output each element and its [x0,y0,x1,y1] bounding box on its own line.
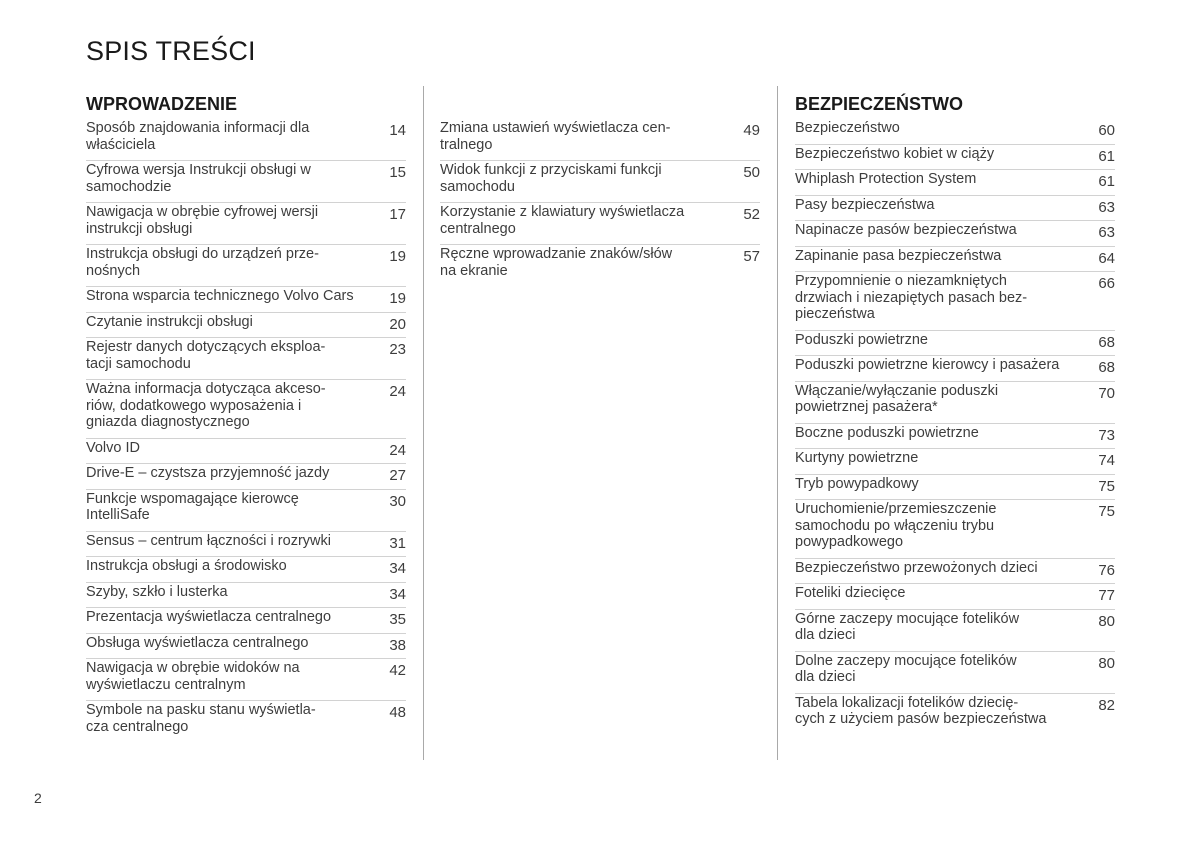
toc-entry-page-number: 50 [743,164,760,181]
toc-entry-page-number: 68 [1098,333,1115,351]
toc-entry-page-number: 75 [1098,503,1115,520]
toc-entry-page-number: 42 [389,662,406,679]
toc-entry[interactable] [86,463,406,489]
toc-entry[interactable] [795,693,1115,735]
toc-entry-page-number: 23 [389,341,406,358]
toc-entry-title: Prezentacja wyświetlacza centralnego [86,609,332,625]
toc-entry-title: Bezpieczeństwo kobiet w ciąży [795,145,995,162]
toc-entry-title: Instrukcja obsługi a środowisko [86,558,287,574]
toc-list [86,119,406,742]
toc-entry[interactable] [86,244,406,286]
toc-entry-title: Szyby, szkło i lusterka [86,583,228,600]
toc-entry[interactable] [440,202,760,244]
toc-entry-page-number: 19 [389,290,406,307]
toc-entry-title: Rejestr danych dotyczących eksploa- tacji samochodu [86,339,326,372]
toc-entry[interactable] [795,119,1115,144]
toc-entry-page-number: 63 [1098,198,1115,216]
toc-entry-title: Poduszki powietrzne [795,331,928,348]
toc-entry-page-number: 49 [743,122,760,139]
toc-list [440,86,760,286]
toc-entry[interactable] [795,355,1115,381]
toc-entry[interactable] [440,160,760,202]
toc-entry-page-number: 60 [1098,122,1115,139]
toc-entry[interactable] [86,531,406,557]
toc-entry[interactable] [86,160,406,202]
toc-entry-title: Sposób znajdowania informacji dla właściciela [86,120,310,153]
toc-entry-page-number: 14 [389,122,406,139]
toc-entry-page-number: 80 [1098,612,1115,630]
toc-entry-title: Dolne zaczepy mocujące fotelików dla dzieci [795,652,1017,685]
toc-entry-title: Nawigacja w obrębie widoków na wyświetlaczu centralnym [86,660,300,693]
toc-entry-title: Zapinanie pasa bezpieczeństwa [795,247,1002,264]
toc-entry-title: Funkcje wspomagające kierowcę IntelliSafe [86,490,299,523]
toc-list [795,119,1115,735]
toc-entry-page-number: 27 [389,467,406,484]
toc-entry[interactable] [86,286,406,312]
toc-entry-title: Górne zaczepy mocujące fotelików dla dzieci [795,610,1020,643]
toc-entry-title: Strona wsparcia technicznego Volvo Cars [86,288,354,304]
toc-entry-title: Kurtyny powietrzne [795,450,919,466]
toc-entry[interactable] [795,220,1115,246]
toc-entry[interactable] [795,583,1115,609]
toc-entry-title: Whiplash Protection System [795,171,977,187]
toc-entry-page-number: 74 [1098,452,1115,469]
toc-entry-page-number: 64 [1098,249,1115,267]
toc-entry-page-number: 68 [1098,359,1115,376]
toc-entry[interactable] [795,330,1115,356]
toc-entry[interactable] [86,337,406,379]
page-number: 2 [34,790,42,806]
toc-entry-page-number: 61 [1098,147,1115,165]
toc-entry[interactable] [86,658,406,700]
toc-entry[interactable] [86,489,406,531]
toc-entry-page-number: 30 [389,492,406,510]
toc-entry-page-number: 77 [1098,587,1115,604]
toc-entry-title: Ważna informacja dotycząca akceso- riów, dodatkowego wyposażenia i gniazda diagnostycznego [86,381,326,430]
toc-column-continued [440,86,760,761]
toc-entry[interactable] [440,244,760,286]
toc-entry[interactable] [795,169,1115,195]
toc-entry[interactable] [86,556,406,582]
toc-entry-page-number: 52 [743,206,760,223]
toc-entry-page-number: 38 [389,636,406,654]
toc-entry-title: Nawigacja w obrębie cyfrowej wersji instrukcji obsługi [86,204,319,237]
toc-entry-page-number: 20 [389,315,406,333]
toc-entry-page-number: 70 [1098,384,1115,402]
toc-entry-title: Obsługa wyświetlacza centralnego [86,634,309,651]
toc-entry[interactable] [795,448,1115,474]
toc-entry-title: Poduszki powietrzne kierowcy i pasażera [795,357,1060,373]
section-heading: WPROWADZENIE [86,94,237,114]
toc-entry[interactable] [795,609,1115,651]
toc-entry-title: Widok funkcji z przyciskami funkcji samochodu [440,162,662,195]
toc-entry-title: Instrukcja obsługi do urządzeń prze- nośnych [86,246,319,279]
toc-entry[interactable] [795,246,1115,272]
toc-entry-page-number: 82 [1098,696,1115,714]
toc-entry-page-number: 19 [389,248,406,265]
toc-entry-page-number: 63 [1098,224,1115,241]
toc-entry-page-number: 15 [389,164,406,181]
toc-entry-title: Czytanie instrukcji obsługi [86,313,253,330]
toc-entry-title: Ręczne wprowadzanie znaków/słów na ekranie [440,246,673,279]
toc-entry-title: Symbole na pasku stanu wyświetla- cza centralnego [86,702,316,735]
toc-entry-page-number: 34 [389,585,406,603]
toc-entry[interactable] [795,144,1115,170]
toc-entry-title: Bezpieczeństwo [795,120,900,136]
toc-entry-page-number: 66 [1098,275,1115,292]
toc-entry-page-number: 48 [389,704,406,721]
toc-entry-title: Zmiana ustawień wyświetlacza cen- tralnego [440,120,671,153]
toc-entry[interactable] [795,499,1115,558]
toc-entry[interactable] [440,119,760,160]
toc-entry-page-number: 31 [389,534,406,552]
toc-entry-title: Korzystanie z klawiatury wyświetlacza centralnego [440,204,685,237]
column-divider [777,86,778,760]
toc-entry[interactable] [795,381,1115,423]
toc-entry-title: Bezpieczeństwo przewożonych dzieci [795,559,1038,576]
section-heading: BEZPIECZEŃSTWO [795,94,964,114]
toc-entry-title: Volvo ID [86,439,140,456]
toc-entry-title: Tabela lokalizacji fotelików dziecię- cych z użyciem pasów bezpieczeństwa [795,694,1047,727]
toc-entry[interactable] [86,633,406,659]
toc-entry-title: Uruchomienie/przemieszczenie samochodu po włączeniu trybu powypadkowego [795,501,997,550]
toc-entry-title: Włączanie/wyłączanie poduszki powietrznej pasażera* [795,382,999,415]
toc-entry-title: Napinacze pasów bezpieczeństwa [795,222,1017,238]
toc-entry-title: Drive-E – czystsza przyjemność jazdy [86,465,330,481]
toc-entry-title: Cyfrowa wersja Instrukcji obsługi w samochodzie [86,162,311,195]
toc-entry-title: Tryb powypadkowy [795,475,919,492]
toc-entry-title: Pasy bezpieczeństwa [795,196,935,213]
toc-entry-title: Przypomnienie o niezamkniętych drzwiach i niezapiętych pasach bez- pieczeństwa [795,273,1028,322]
toc-entry[interactable] [795,651,1115,693]
toc-entry-page-number: 75 [1098,477,1115,495]
toc-entry-page-number: 76 [1098,561,1115,579]
toc-entry[interactable] [86,379,406,438]
toc-entry[interactable] [86,582,406,608]
toc-entry[interactable] [86,119,406,160]
toc-entry[interactable] [86,438,406,464]
toc-entry[interactable] [795,195,1115,221]
toc-entry-title: Foteliki dziecięce [795,585,906,601]
toc-entry-page-number: 24 [389,441,406,459]
page-title: SPIS TREŚCI [86,36,256,66]
toc-entry[interactable] [795,271,1115,330]
toc-entry-page-number: 24 [389,383,406,400]
toc-entry-page-number: 57 [743,248,760,265]
toc-entry[interactable] [795,558,1115,584]
toc-column-bezpieczenstwo [795,86,1115,761]
toc-entry[interactable] [86,607,406,633]
toc-entry-page-number: 17 [389,206,406,223]
toc-entry[interactable] [86,202,406,244]
toc-entry[interactable] [795,474,1115,500]
toc-entry-page-number: 34 [389,560,406,577]
toc-entry-page-number: 73 [1098,426,1115,444]
column-divider [423,86,424,760]
toc-entry-page-number: 35 [389,611,406,628]
toc-entry[interactable] [86,312,406,338]
toc-column-wprowadzenie [86,86,406,761]
toc-entry-title: Sensus – centrum łączności i rozrywki [86,532,331,549]
toc-entry-page-number: 61 [1098,173,1115,190]
toc-entry-title: Boczne poduszki powietrzne [795,424,979,441]
toc-entry-page-number: 80 [1098,654,1115,672]
toc-entry[interactable] [86,700,406,742]
toc-entry[interactable] [795,423,1115,449]
